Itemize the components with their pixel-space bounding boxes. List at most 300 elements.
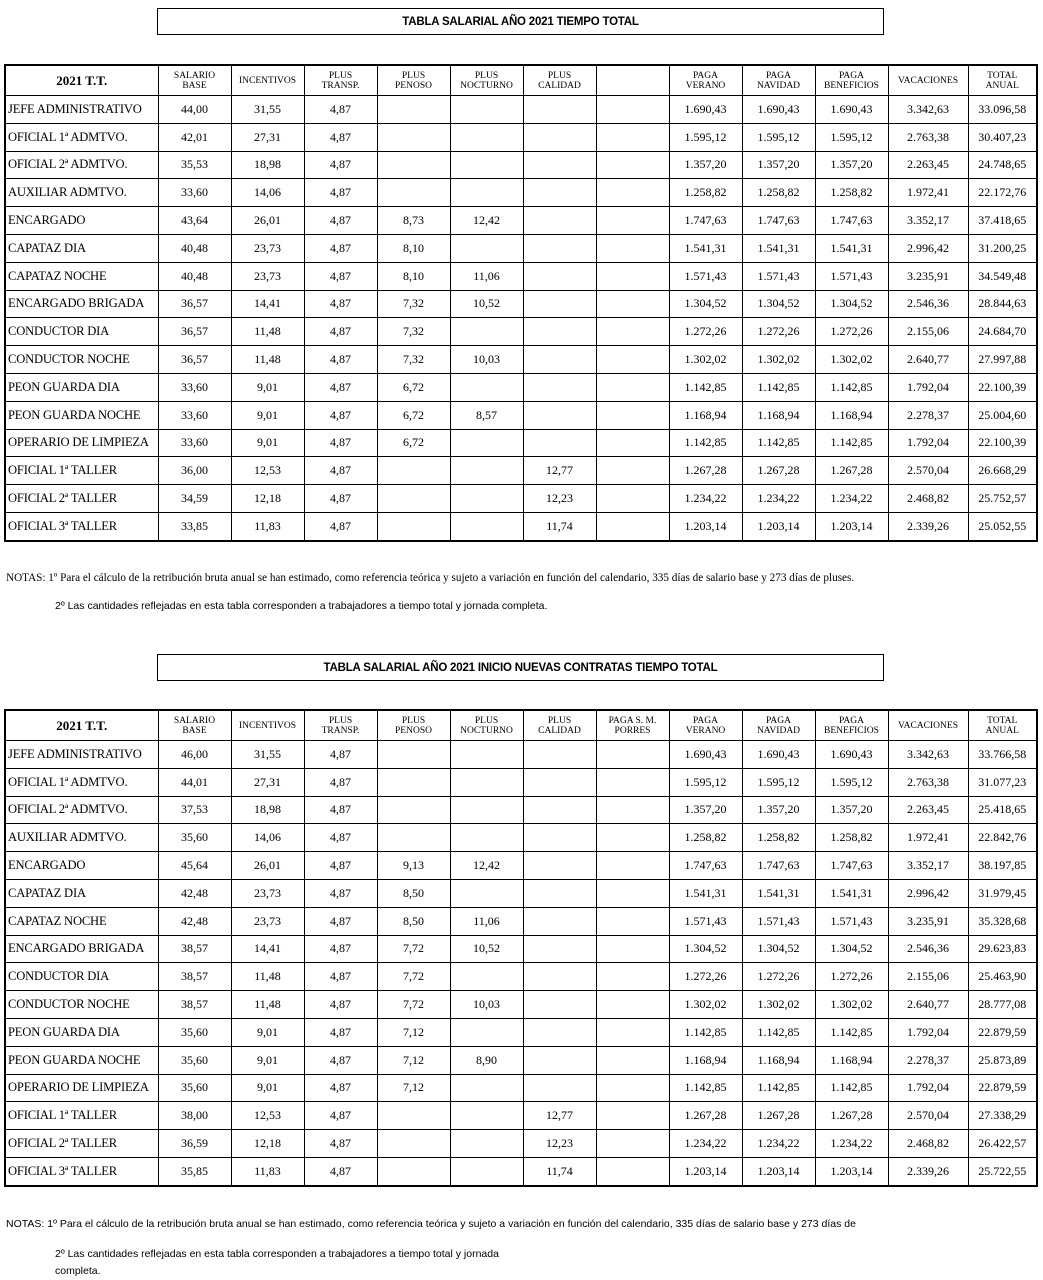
value-cell: 31.979,45	[968, 879, 1037, 907]
value-cell: 25.418,65	[968, 796, 1037, 824]
value-cell: 18,98	[231, 796, 304, 824]
value-cell	[523, 879, 596, 907]
value-cell: 35,60	[158, 1046, 231, 1074]
value-cell: 1.357,20	[742, 796, 815, 824]
table-row	[5, 207, 1037, 235]
value-cell	[596, 234, 669, 262]
value-cell: 2.155,06	[888, 963, 968, 991]
category-cell: OFICIAL 1ª TALLER	[5, 1102, 158, 1130]
table-row	[5, 879, 1037, 907]
value-cell: 27.997,88	[968, 346, 1037, 374]
value-cell: 4,87	[304, 1074, 377, 1102]
value-cell: 8,73	[377, 207, 450, 235]
value-cell: 4,87	[304, 290, 377, 318]
table-row	[5, 318, 1037, 346]
value-cell	[596, 485, 669, 513]
column-header: PLUS CALIDAD	[523, 65, 596, 96]
value-cell: 1.234,22	[815, 1130, 888, 1158]
value-cell	[523, 123, 596, 151]
value-cell: 33,60	[158, 179, 231, 207]
value-cell: 33.766,58	[968, 741, 1037, 769]
value-cell: 35,60	[158, 1074, 231, 1102]
table-row	[5, 741, 1037, 769]
column-header: PAGA S. M. PORRES	[596, 710, 669, 741]
value-cell	[596, 963, 669, 991]
value-cell: 1.595,12	[669, 768, 742, 796]
value-cell: 1.571,43	[669, 907, 742, 935]
category-cell: OFICIAL 2ª TALLER	[5, 485, 158, 513]
category-cell: OFICIAL 3ª TALLER	[5, 512, 158, 540]
value-cell: 1.142,85	[669, 1074, 742, 1102]
value-cell: 7,12	[377, 1074, 450, 1102]
value-cell	[596, 1130, 669, 1158]
value-cell	[596, 1018, 669, 1046]
value-cell: 10,03	[450, 346, 523, 374]
column-header: 2021 T.T.	[5, 65, 158, 96]
value-cell: 7,12	[377, 1046, 450, 1074]
value-cell: 8,57	[450, 401, 523, 429]
value-cell: 1.792,04	[888, 1074, 968, 1102]
value-cell: 10,52	[450, 935, 523, 963]
value-cell: 1.272,26	[669, 963, 742, 991]
value-cell	[596, 879, 669, 907]
value-cell	[523, 262, 596, 290]
table-2-note-2: 2º Las cantidades reflejadas en esta tabla corresponden a trabajadores a tiempo total y jornada	[55, 1248, 499, 1260]
value-cell: 4,87	[304, 796, 377, 824]
value-cell: 9,01	[231, 429, 304, 457]
category-cell: ENCARGADO	[5, 852, 158, 880]
value-cell: 11,48	[231, 346, 304, 374]
category-cell: PEON GUARDA NOCHE	[5, 401, 158, 429]
value-cell: 31.200,25	[968, 234, 1037, 262]
salary-table-2	[4, 709, 1038, 1187]
value-cell: 1.690,43	[815, 96, 888, 124]
value-cell: 1.747,63	[669, 207, 742, 235]
value-cell: 2.468,82	[888, 1130, 968, 1158]
table-row	[5, 179, 1037, 207]
value-cell: 40,48	[158, 262, 231, 290]
value-cell: 1.168,94	[815, 401, 888, 429]
value-cell: 11,06	[450, 907, 523, 935]
value-cell	[450, 796, 523, 824]
category-cell: AUXILIAR ADMTVO.	[5, 179, 158, 207]
value-cell	[523, 207, 596, 235]
column-header: INCENTIVOS	[231, 710, 304, 741]
value-cell: 4,87	[304, 1018, 377, 1046]
column-header: PLUS NOCTURNO	[450, 65, 523, 96]
value-cell: 12,23	[523, 1130, 596, 1158]
table-row	[5, 1018, 1037, 1046]
value-cell: 38,57	[158, 963, 231, 991]
value-cell	[377, 457, 450, 485]
value-cell: 3.352,17	[888, 207, 968, 235]
value-cell	[523, 401, 596, 429]
table-row	[5, 768, 1037, 796]
value-cell: 11,48	[231, 318, 304, 346]
value-cell: 11,74	[523, 512, 596, 540]
table-row	[5, 1157, 1037, 1185]
value-cell: 7,32	[377, 290, 450, 318]
value-cell: 1.304,52	[669, 935, 742, 963]
table-row	[5, 963, 1037, 991]
salary-table-1	[4, 64, 1038, 542]
table-row	[5, 1130, 1037, 1158]
column-header: SALARIO BASE	[158, 65, 231, 96]
value-cell	[596, 96, 669, 124]
value-cell: 1.142,85	[815, 429, 888, 457]
table-row	[5, 935, 1037, 963]
value-cell	[450, 1102, 523, 1130]
value-cell: 1.571,43	[815, 262, 888, 290]
value-cell: 1.272,26	[815, 963, 888, 991]
table-row	[5, 429, 1037, 457]
value-cell	[596, 151, 669, 179]
value-cell: 31,55	[231, 741, 304, 769]
value-cell: 1.541,31	[669, 234, 742, 262]
value-cell: 12,18	[231, 485, 304, 513]
value-cell: 18,98	[231, 151, 304, 179]
value-cell: 4,87	[304, 151, 377, 179]
value-cell	[377, 485, 450, 513]
value-cell: 1.258,82	[669, 824, 742, 852]
value-cell: 38,57	[158, 935, 231, 963]
value-cell: 6,72	[377, 429, 450, 457]
value-cell: 37.418,65	[968, 207, 1037, 235]
value-cell: 1.142,85	[742, 373, 815, 401]
value-cell: 1.595,12	[669, 123, 742, 151]
value-cell	[377, 512, 450, 540]
value-cell: 26.422,57	[968, 1130, 1037, 1158]
value-cell: 37,53	[158, 796, 231, 824]
value-cell	[377, 768, 450, 796]
value-cell: 33,60	[158, 401, 231, 429]
value-cell: 44,00	[158, 96, 231, 124]
column-header: PAGA VERANO	[669, 710, 742, 741]
value-cell: 1.168,94	[742, 401, 815, 429]
value-cell: 9,13	[377, 852, 450, 880]
table-row	[5, 824, 1037, 852]
value-cell: 1.302,02	[815, 346, 888, 374]
value-cell: 3.235,91	[888, 907, 968, 935]
value-cell: 38.197,85	[968, 852, 1037, 880]
value-cell: 4,87	[304, 852, 377, 880]
value-cell: 1.690,43	[669, 741, 742, 769]
value-cell: 1.142,85	[669, 429, 742, 457]
value-cell: 44,01	[158, 768, 231, 796]
value-cell: 12,42	[450, 852, 523, 880]
value-cell	[450, 824, 523, 852]
table-row	[5, 401, 1037, 429]
column-header: PLUS TRANSP.	[304, 710, 377, 741]
value-cell: 25.004,60	[968, 401, 1037, 429]
column-header: 2021 T.T.	[5, 710, 158, 741]
value-cell: 1.142,85	[815, 373, 888, 401]
value-cell	[450, 1074, 523, 1102]
value-cell: 1.357,20	[815, 796, 888, 824]
value-cell: 4,87	[304, 1130, 377, 1158]
value-cell: 23,73	[231, 262, 304, 290]
column-header	[596, 65, 669, 96]
value-cell	[450, 457, 523, 485]
value-cell: 4,87	[304, 96, 377, 124]
value-cell	[596, 991, 669, 1019]
value-cell	[450, 963, 523, 991]
value-cell: 8,50	[377, 879, 450, 907]
value-cell: 23,73	[231, 234, 304, 262]
value-cell: 2.278,37	[888, 401, 968, 429]
value-cell: 1.357,20	[815, 151, 888, 179]
value-cell: 46,00	[158, 741, 231, 769]
value-cell: 12,18	[231, 1130, 304, 1158]
value-cell: 1.142,85	[742, 1074, 815, 1102]
value-cell: 1.302,02	[669, 991, 742, 1019]
column-header: SALARIO BASE	[158, 710, 231, 741]
value-cell	[596, 179, 669, 207]
value-cell: 1.541,31	[669, 879, 742, 907]
value-cell: 11,74	[523, 1157, 596, 1185]
value-cell: 2.546,36	[888, 290, 968, 318]
table-2-note-3: completa.	[55, 1265, 101, 1277]
value-cell: 1.272,26	[742, 318, 815, 346]
value-cell: 1.267,28	[742, 1102, 815, 1130]
value-cell: 1.234,22	[815, 485, 888, 513]
value-cell	[450, 234, 523, 262]
value-cell	[596, 1157, 669, 1185]
value-cell: 4,87	[304, 373, 377, 401]
value-cell	[450, 741, 523, 769]
column-header: PAGA BENEFICIOS	[815, 65, 888, 96]
value-cell: 1.203,14	[742, 1157, 815, 1185]
category-cell: OFICIAL 2ª ADMTVO.	[5, 151, 158, 179]
category-cell: OPERARIO DE LIMPIEZA	[5, 1074, 158, 1102]
value-cell	[523, 741, 596, 769]
table-row	[5, 262, 1037, 290]
value-cell: 33.096,58	[968, 96, 1037, 124]
value-cell	[596, 123, 669, 151]
value-cell	[523, 429, 596, 457]
value-cell: 1.267,28	[669, 457, 742, 485]
value-cell: 1.690,43	[742, 741, 815, 769]
value-cell	[523, 96, 596, 124]
category-cell: OFICIAL 1ª TALLER	[5, 457, 158, 485]
value-cell: 2.339,26	[888, 1157, 968, 1185]
table-row	[5, 1102, 1037, 1130]
value-cell: 1.792,04	[888, 373, 968, 401]
value-cell	[596, 318, 669, 346]
value-cell: 1.234,22	[742, 1130, 815, 1158]
category-cell: OFICIAL 1ª ADMTVO.	[5, 768, 158, 796]
value-cell: 12,53	[231, 1102, 304, 1130]
value-cell: 6,72	[377, 373, 450, 401]
table-row	[5, 457, 1037, 485]
value-cell: 1.571,43	[669, 262, 742, 290]
value-cell	[377, 123, 450, 151]
value-cell: 7,32	[377, 346, 450, 374]
value-cell: 4,87	[304, 485, 377, 513]
value-cell: 36,00	[158, 457, 231, 485]
value-cell	[450, 179, 523, 207]
value-cell	[377, 1130, 450, 1158]
value-cell	[450, 1130, 523, 1158]
table-row	[5, 907, 1037, 935]
value-cell: 9,01	[231, 1046, 304, 1074]
value-cell	[523, 907, 596, 935]
value-cell: 1.304,52	[742, 290, 815, 318]
value-cell: 24.684,70	[968, 318, 1037, 346]
value-cell	[523, 1074, 596, 1102]
category-cell: CAPATAZ NOCHE	[5, 262, 158, 290]
value-cell: 23,73	[231, 879, 304, 907]
value-cell: 2.570,04	[888, 1102, 968, 1130]
value-cell: 36,59	[158, 1130, 231, 1158]
value-cell: 2.996,42	[888, 879, 968, 907]
table-row	[5, 485, 1037, 513]
value-cell: 1.267,28	[815, 457, 888, 485]
value-cell	[450, 151, 523, 179]
value-cell: 38,57	[158, 991, 231, 1019]
value-cell: 1.203,14	[815, 512, 888, 540]
value-cell: 35,53	[158, 151, 231, 179]
value-cell: 1.302,02	[815, 991, 888, 1019]
value-cell	[596, 207, 669, 235]
value-cell: 3.235,91	[888, 262, 968, 290]
value-cell: 1.142,85	[815, 1018, 888, 1046]
value-cell	[523, 852, 596, 880]
value-cell: 8,10	[377, 234, 450, 262]
value-cell: 42,48	[158, 907, 231, 935]
value-cell: 1.302,02	[742, 346, 815, 374]
table-row	[5, 1074, 1037, 1102]
column-header: PLUS TRANSP.	[304, 65, 377, 96]
category-cell: OFICIAL 1ª ADMTVO.	[5, 123, 158, 151]
value-cell: 1.690,43	[742, 96, 815, 124]
value-cell: 1.272,26	[815, 318, 888, 346]
value-cell: 35,60	[158, 824, 231, 852]
value-cell	[596, 852, 669, 880]
header-row	[5, 65, 1037, 96]
value-cell: 1.142,85	[742, 429, 815, 457]
value-cell: 1.595,12	[815, 123, 888, 151]
value-cell	[596, 373, 669, 401]
table-row	[5, 1046, 1037, 1074]
value-cell: 26,01	[231, 852, 304, 880]
value-cell: 1.304,52	[815, 935, 888, 963]
category-cell: ENCARGADO BRIGADA	[5, 290, 158, 318]
value-cell: 1.272,26	[669, 318, 742, 346]
value-cell	[596, 1046, 669, 1074]
value-cell: 1.747,63	[815, 207, 888, 235]
value-cell: 2.263,45	[888, 796, 968, 824]
value-cell: 1.234,22	[669, 1130, 742, 1158]
column-header: PLUS NOCTURNO	[450, 710, 523, 741]
value-cell: 1.203,14	[669, 1157, 742, 1185]
value-cell: 1.302,02	[742, 991, 815, 1019]
value-cell: 1.541,31	[742, 879, 815, 907]
value-cell: 31.077,23	[968, 768, 1037, 796]
value-cell: 1.304,52	[669, 290, 742, 318]
table-row	[5, 290, 1037, 318]
value-cell	[377, 741, 450, 769]
value-cell	[450, 485, 523, 513]
value-cell: 6,72	[377, 401, 450, 429]
value-cell	[377, 824, 450, 852]
value-cell: 1.541,31	[742, 234, 815, 262]
value-cell: 27.338,29	[968, 1102, 1037, 1130]
value-cell: 8,10	[377, 262, 450, 290]
value-cell: 1.142,85	[815, 1074, 888, 1102]
column-header: PAGA BENEFICIOS	[815, 710, 888, 741]
value-cell: 1.142,85	[669, 1018, 742, 1046]
table-row	[5, 991, 1037, 1019]
value-cell: 9,01	[231, 373, 304, 401]
value-cell: 2.763,38	[888, 768, 968, 796]
value-cell: 2.339,26	[888, 512, 968, 540]
value-cell: 25.052,55	[968, 512, 1037, 540]
value-cell	[523, 151, 596, 179]
value-cell: 1.142,85	[742, 1018, 815, 1046]
value-cell: 8,90	[450, 1046, 523, 1074]
value-cell	[523, 1046, 596, 1074]
value-cell: 36,57	[158, 346, 231, 374]
category-cell: JEFE ADMINISTRATIVO	[5, 96, 158, 124]
value-cell: 1.541,31	[815, 234, 888, 262]
value-cell: 12,77	[523, 457, 596, 485]
value-cell: 8,50	[377, 907, 450, 935]
table-row	[5, 96, 1037, 124]
value-cell: 2.263,45	[888, 151, 968, 179]
value-cell	[523, 991, 596, 1019]
table-1-note-1: NOTAS: 1º Para el cálculo de la retribución bruta anual se han estimado, como referencia teórica y sujeto a variación en función del calendario, 335 días de salario base y 273 días de pluses.	[6, 572, 855, 584]
table-row	[5, 796, 1037, 824]
value-cell: 12,53	[231, 457, 304, 485]
value-cell	[450, 512, 523, 540]
table-1-note-2: 2º Las cantidades reflejadas en esta tabla corresponden a trabajadores a tiempo total y jornada completa.	[55, 600, 548, 612]
category-cell: CAPATAZ NOCHE	[5, 907, 158, 935]
column-header: INCENTIVOS	[231, 65, 304, 96]
column-header: PAGA NAVIDAD	[742, 65, 815, 96]
value-cell: 1.258,82	[815, 179, 888, 207]
value-cell: 4,87	[304, 262, 377, 290]
table-2-note-1: NOTAS: 1º Para el cálculo de la retribución bruta anual se han estimado, como referencia teórica y sujeto a variación en función del calendario, 335 días de salario base y 273 días de	[6, 1218, 856, 1230]
value-cell: 34.549,48	[968, 262, 1037, 290]
value-cell: 28.844,63	[968, 290, 1037, 318]
value-cell: 1.747,63	[742, 207, 815, 235]
value-cell: 12,23	[523, 485, 596, 513]
value-cell	[450, 1157, 523, 1185]
value-cell: 1.357,20	[669, 151, 742, 179]
category-cell: JEFE ADMINISTRATIVO	[5, 741, 158, 769]
table-row	[5, 151, 1037, 179]
value-cell: 1.595,12	[742, 123, 815, 151]
value-cell: 22.100,39	[968, 429, 1037, 457]
value-cell	[596, 346, 669, 374]
value-cell: 4,87	[304, 879, 377, 907]
value-cell: 1.258,82	[742, 824, 815, 852]
value-cell: 11,48	[231, 963, 304, 991]
value-cell: 1.267,28	[742, 457, 815, 485]
value-cell: 1.792,04	[888, 429, 968, 457]
value-cell: 1.168,94	[815, 1046, 888, 1074]
value-cell	[596, 290, 669, 318]
value-cell: 34,59	[158, 485, 231, 513]
value-cell	[523, 234, 596, 262]
value-cell	[523, 318, 596, 346]
value-cell: 33,85	[158, 512, 231, 540]
value-cell: 2.570,04	[888, 457, 968, 485]
category-cell: CAPATAZ DIA	[5, 234, 158, 262]
value-cell: 11,83	[231, 512, 304, 540]
value-cell	[377, 179, 450, 207]
